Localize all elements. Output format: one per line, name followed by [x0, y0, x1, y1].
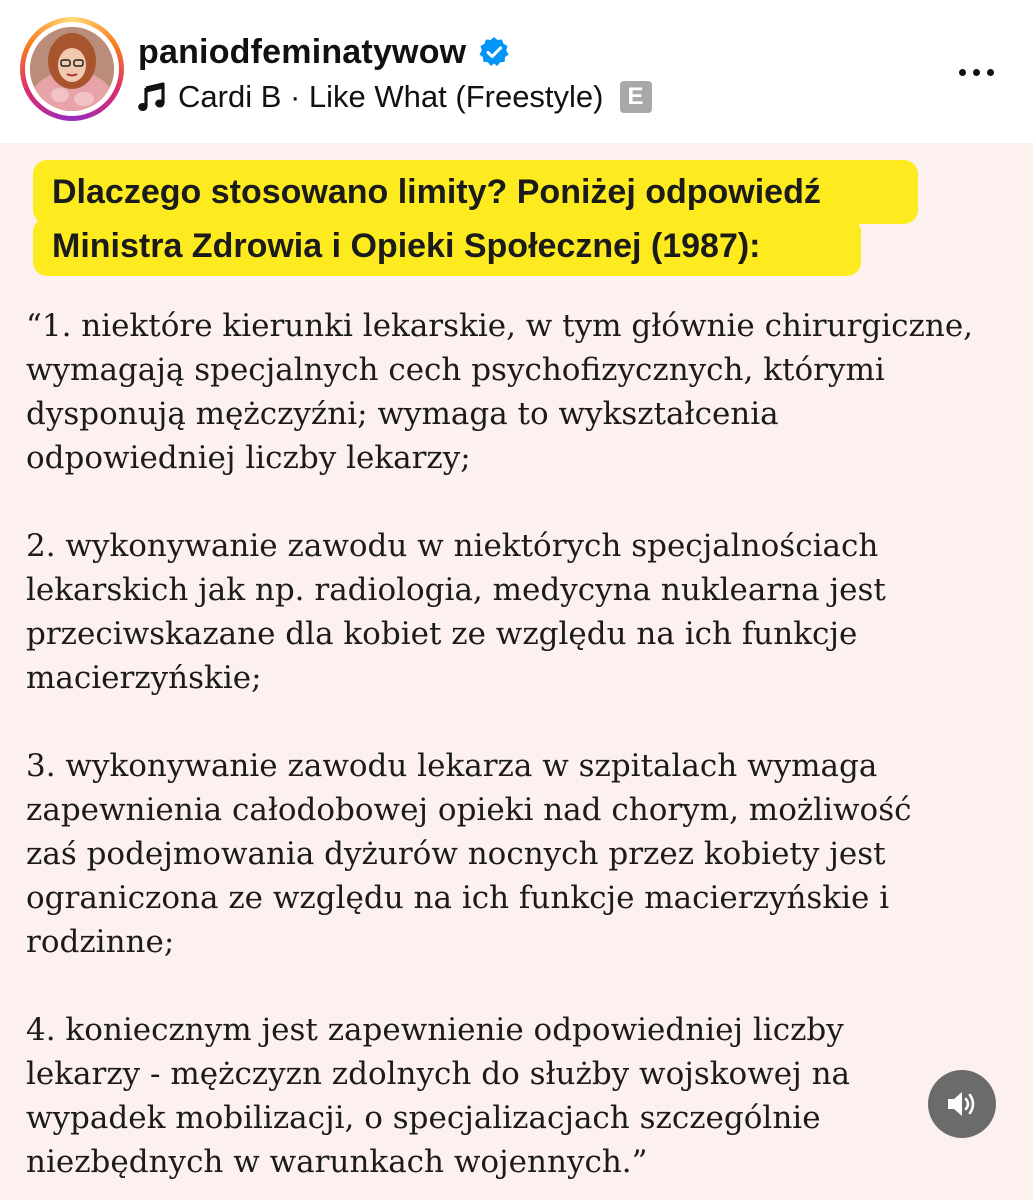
story-ring[interactable]	[20, 17, 124, 121]
text-line: ograniczona ze względu na ich funkcje macierzyńskie i	[26, 880, 890, 916]
text-line: 2. wykonywanie zawodu w niektórych specjalnościach	[26, 528, 879, 564]
username-row	[138, 30, 510, 74]
quote-paragraph-3	[26, 744, 1011, 964]
quote-paragraph-1	[26, 304, 1011, 480]
avatar[interactable]	[30, 27, 114, 111]
more-options-icon-dot	[987, 69, 994, 76]
heading-line: Dlaczego stosowano limity? Poniżej odpowiedź	[52, 173, 821, 211]
avatar-image	[30, 27, 114, 111]
text-line: 4. koniecznym jest zapewnienie odpowiedniej liczby	[26, 1012, 844, 1048]
text-line: przeciwskazane dla kobiet ze względu na ich funkcje	[26, 616, 858, 652]
quote-paragraph-4	[26, 1008, 1011, 1184]
username[interactable]: paniodfeminatywow	[138, 32, 467, 71]
text-line: zaś podejmowania dyżurów nocnych przez kobiety jest	[26, 836, 886, 872]
speaker-icon	[945, 1089, 979, 1119]
text-line: “1. niektóre kierunki lekarskie, w tym głównie chirurgiczne,	[26, 308, 974, 344]
text-line: macierzyńskie;	[26, 660, 262, 696]
post-header	[0, 0, 1033, 143]
more-options-icon	[959, 69, 966, 76]
text-line: 3. wykonywanie zawodu lekarza w szpitalach wymaga	[26, 748, 878, 784]
avatar-frame	[25, 22, 119, 116]
quote-paragraph-2	[26, 524, 1011, 700]
text-line: wymagają specjalnych cech psychofizycznych, którymi	[26, 352, 885, 388]
track-name[interactable]: Cardi B · Like What (Freestyle)	[178, 79, 604, 114]
audio-toggle-button[interactable]	[928, 1070, 996, 1138]
verified-badge-icon	[478, 36, 510, 68]
text-line: rodzinne;	[26, 924, 175, 960]
quote-text	[26, 304, 1011, 1184]
music-note-icon	[138, 82, 166, 112]
heading-line: Ministra Zdrowia i Opieki Społecznej (1987):	[52, 227, 761, 265]
more-options-icon-dot	[973, 69, 980, 76]
text-line: lekarzy - mężczyzn zdolnych do służby wojskowej na	[26, 1056, 851, 1092]
text-line: wypadek mobilizacji, o specjalizacjach szczególnie	[26, 1100, 821, 1136]
explicit-badge: E	[620, 81, 652, 113]
text-line: lekarskich jak np. radiologia, medycyna nuklearna jest	[26, 572, 886, 608]
text-line: niezbędnych w warunkach wojennych.”	[26, 1144, 648, 1180]
more-options-button[interactable]	[946, 54, 1006, 90]
text-line: odpowiedniej liczby lekarzy;	[26, 440, 471, 476]
text-line: zapewnienia całodobowej opieki nad chorym, możliwość	[26, 792, 912, 828]
text-line: dysponują mężczyźni; wymaga to wykształcenia	[26, 396, 779, 432]
music-attribution[interactable]	[138, 76, 652, 118]
